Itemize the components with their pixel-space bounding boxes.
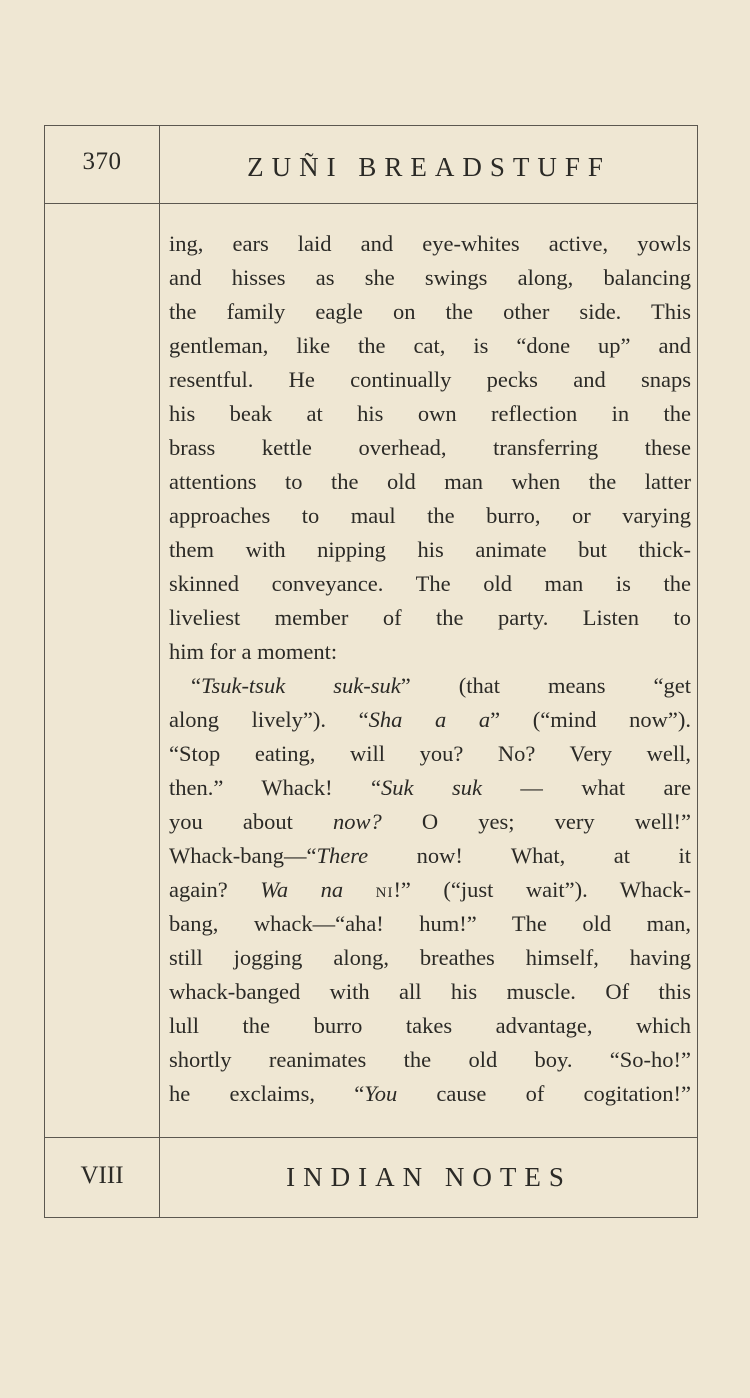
page-footer bbox=[45, 1137, 697, 1217]
text-line: approaches to maul the burro, or varying bbox=[169, 503, 691, 528]
text-line bbox=[169, 771, 691, 805]
text-fragment: you about bbox=[169, 809, 333, 834]
small-caps-word: NI bbox=[375, 885, 394, 901]
page-number: 370 bbox=[82, 148, 122, 175]
italic-word: Wa na bbox=[260, 877, 344, 902]
text-fragment: ” (“mind now”). bbox=[490, 707, 691, 732]
column-divider bbox=[159, 126, 160, 1217]
page-header bbox=[45, 126, 697, 204]
text-line: resentful. He continually pecks and snaps bbox=[169, 367, 691, 392]
text-line: skinned conveyance. The old man is the bbox=[169, 571, 691, 596]
text-fragment: !” (“just wait”). Whack- bbox=[393, 877, 691, 902]
text-line: and hisses as she swings along, balancing bbox=[169, 265, 691, 290]
text-fragment: now! What, at it bbox=[368, 843, 691, 868]
text-line: them with nipping his animate but thick- bbox=[169, 537, 691, 562]
text-line: lull the burro takes advantage, which bbox=[169, 1013, 691, 1038]
text-line bbox=[169, 805, 691, 839]
text-line: still jogging along, breathes himself, having bbox=[169, 945, 691, 970]
text-fragment: — what are bbox=[520, 775, 691, 800]
text-line bbox=[169, 1077, 691, 1111]
text-fragment: along lively”). “ bbox=[169, 707, 369, 732]
italic-word: Sha a a bbox=[368, 707, 491, 732]
text-line: him for a moment: bbox=[169, 639, 338, 664]
italic-word: You bbox=[364, 1081, 398, 1106]
text-fragment: Whack-bang—“ bbox=[169, 843, 317, 868]
text-line: his beak at his own reflection in the bbox=[169, 401, 691, 426]
italic-word: Tsuk-tsuk suk-suk bbox=[201, 673, 401, 698]
text-line: brass kettle overhead, transferring these bbox=[169, 435, 691, 460]
text-line: attentions to the old man when the latter bbox=[169, 469, 691, 494]
italic-word: now? bbox=[333, 809, 382, 834]
text-line: bang, whack—“aha! hum!” The old man, bbox=[169, 911, 691, 936]
text-line: whack-banged with all his muscle. Of this bbox=[169, 979, 691, 1004]
text-line: “Stop eating, will you? No? Very well, bbox=[169, 741, 691, 766]
text-line: liveliest member of the party. Listen to bbox=[169, 605, 691, 630]
text-line: “Tsuk-tsuk suk-suk” (that means “get bbox=[191, 673, 691, 698]
text-line: shortly reanimates the old boy. “So-ho!” bbox=[169, 1047, 691, 1072]
text-line bbox=[169, 839, 691, 873]
running-title: ZUÑI BREADSTUFF bbox=[247, 152, 611, 182]
text-fragment: O yes; very well!” bbox=[381, 809, 691, 834]
text-line bbox=[169, 873, 691, 907]
text-fragment: ” (that means “get bbox=[400, 673, 691, 698]
chapter-numeral: VIII bbox=[80, 1162, 124, 1189]
text-fragment: then.” Whack! “ bbox=[169, 775, 382, 800]
footer-title: INDIAN NOTES bbox=[286, 1162, 572, 1192]
text-fragment: again? bbox=[169, 877, 261, 902]
italic-word: Suk suk bbox=[381, 775, 482, 800]
italic-word: There bbox=[316, 843, 369, 868]
text-fragment: he exclaims, “ bbox=[169, 1081, 365, 1106]
text-line: the family eagle on the other side. This bbox=[169, 299, 691, 324]
text-line: ing, ears laid and eye-whites active, yowls bbox=[169, 231, 691, 256]
text-line bbox=[169, 703, 691, 737]
page-frame bbox=[44, 125, 698, 1218]
text-fragment: cause of cogitation!” bbox=[397, 1081, 691, 1106]
text-line: gentleman, like the cat, is “done up” and bbox=[169, 333, 691, 358]
body-text bbox=[169, 227, 691, 1111]
